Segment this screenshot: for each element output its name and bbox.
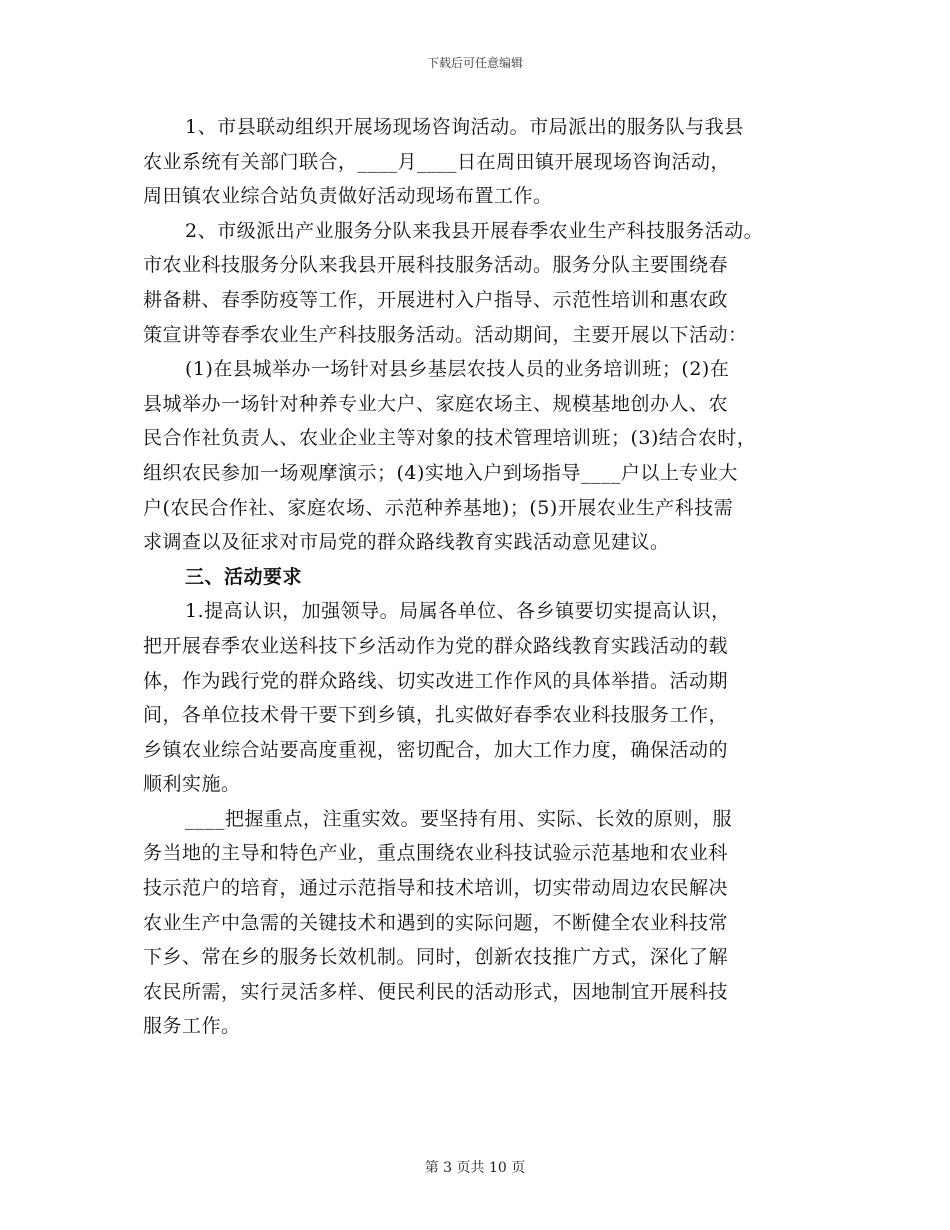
text-line: 户(农民合作社、家庭农场、示范种养基地)；(5)开展农业生产科技需 [143,496,734,519]
text-line: 把开展春季农业送科技下乡活动作为党的群众路线教育实践活动的载 [143,634,729,657]
text-line: 策宣讲等春季农业生产科技服务活动。活动期间，主要开展以下活动： [143,323,748,346]
page-number-footer: 第 3 页共 10 页 [424,1160,526,1176]
text-line: ____把握重点，注重实效。要坚持有用、实际、长效的原则，服 [185,807,733,830]
text-line: (1)在县城举办一场针对县乡基层农技人员的业务培训班；(2)在 [185,358,730,381]
text-line: 服务工作。 [143,1015,241,1038]
text-line: 1、市县联动组织开展场现场咨询活动。市局派出的服务队与我县 [185,116,744,138]
section-heading: 三、活动要求 [185,565,303,588]
text-line: 市农业科技服务分队来我县开展科技服务活动。服务分队主要围绕春 [143,254,729,277]
text-line: 求调查以及征求对市局党的群众路线教育实践活动意见建议。 [143,531,670,554]
text-line: 农民所需，实行灵活多样、便民利民的活动形式，因地制宜开展科技 [143,980,729,1003]
text-line: 2、市级派出产业服务分队来我县开展春季农业生产科技服务活动。 [185,219,764,242]
text-line: 乡镇农业综合站要高度重视，密切配合，加大工作力度，确保活动的 [143,738,729,761]
text-line: 周田镇农业综合站负责做好活动现场布置工作。 [143,185,553,208]
text-line: 民合作社负责人、农业企业主等对象的技术管理培训班；(3)结合农时， [143,427,757,450]
text-line: 体，作为践行党的群众路线、切实改进工作作风的具体举措。活动期 [143,669,729,692]
text-line: 组织农民参加一场观摩演示；(4)实地入户到场指导____户以上专业大 [143,461,738,484]
text-line: 下乡、常在乡的服务长效机制。同时，创新农技推广方式，深化了解 [143,946,729,969]
text-line: 技示范户的培育，通过示范指导和技术培训，切实带动周边农民解决 [143,877,729,900]
text-line: 1.提高认识，加强领导。局属各单位、各乡镇要切实提高认识， [185,600,731,623]
document-body [143,110,823,1044]
text-line: 农业生产中急需的关键技术和遇到的实际问题，不断健全农业科技常 [143,911,729,934]
text-line: 耕备耕、春季防疫等工作，开展进村入户指导、示范性培训和惠农政 [143,288,729,311]
text-line: 务当地的主导和特色产业，重点围绕农业科技试验示范基地和农业科 [143,842,729,865]
text-line: 间，各单位技术骨干要下到乡镇，扎实做好春季农业科技服务工作， [143,704,729,727]
text-line: 农业系统有关部门联合，____月____日在周田镇开展现场咨询活动， [143,150,731,173]
text-line: 顺利实施。 [143,773,241,796]
header-note: 下载后可任意编辑 [426,56,523,70]
text-line: 县城举办一场针对种养专业大户、家庭农场主、规模基地创办人、农 [143,392,729,415]
